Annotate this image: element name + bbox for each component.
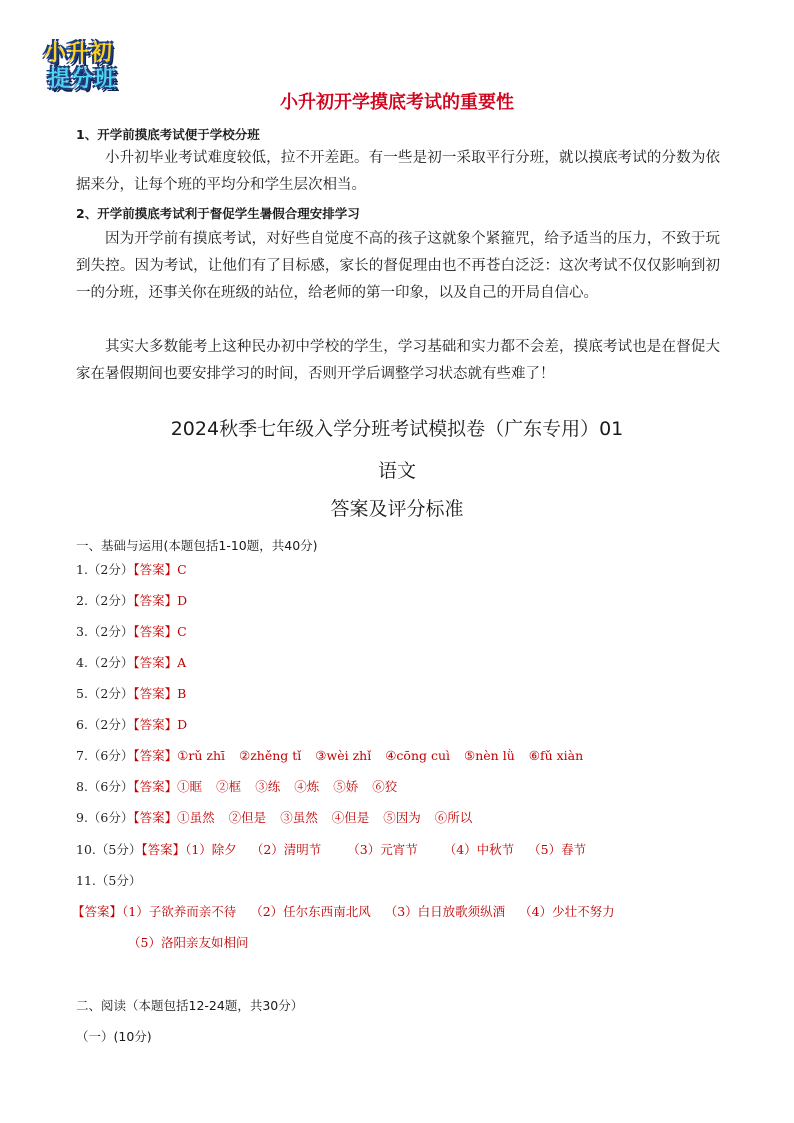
answer-part: （2）清明节 (250, 842, 322, 857)
question-number: 7.（6分） (76, 748, 134, 763)
answer-part: ④cōng cuì (385, 748, 451, 763)
answer-tag: 【答案】 (133, 779, 178, 794)
section-body-2 (76, 226, 720, 307)
answer-part: ⑤nèn lǜ (464, 748, 515, 763)
logo-text-bottom: 提分班 (48, 67, 118, 92)
question-number: 6.（2分） (76, 717, 134, 732)
exam-title: 2024秋季七年级入学分班考试模拟卷（广东专用）01 (170, 418, 624, 440)
page-title: 小升初开学摸底考试的重要性 (280, 92, 514, 113)
answer-row-4 (76, 653, 186, 671)
answer-part: ③虽然 (280, 810, 318, 825)
answer-tag: 【答案】 (133, 748, 178, 763)
answer-part: ③wèi zhǐ (315, 748, 372, 763)
answer-tag: 【答案】 (133, 593, 178, 608)
answer-part: （1）子欲养而亲不待 (122, 904, 237, 919)
answer-part: ②框 (216, 779, 242, 794)
answer-tag: 【答案】 (133, 655, 178, 670)
question-number: 2.（2分） (76, 593, 134, 608)
exam-subject: 语文 (377, 460, 416, 482)
answer-part: （1）除夕 (185, 842, 237, 857)
question-number: 11.（5分） (76, 873, 142, 888)
answer-tag: 【答案】 (133, 562, 178, 577)
answer-value: D (177, 717, 188, 732)
question-number: 1.（2分） (76, 562, 134, 577)
question-number: 10.（5分） (76, 842, 142, 857)
answer-row-11-line2 (128, 933, 248, 951)
answer-part: ②但是 (228, 810, 267, 825)
paragraph: 其实大多数能考上这种民办初中学校的学生，学习基础和实力都不会差，摸底考试也是在督促大家在暑假期间也要安排学习的时间，否则开学后调整学习状态就有些难了！ (76, 339, 720, 382)
answer-row-7 (76, 746, 583, 764)
answer-part: ⑥所以 (434, 810, 473, 825)
answer-row-6 (76, 715, 187, 733)
answer-part: （4）中秋节 (443, 842, 515, 857)
answer-tag: 【答案】 (133, 810, 178, 825)
answer-part: （2）任尔东西南北风 (250, 904, 371, 919)
part1-heading: 一、基础与运用(本题包括1-10题，共40分) (76, 538, 318, 553)
answer-tag: 【答案】 (72, 904, 123, 919)
answer-part: ⑥fǔ xiàn (528, 748, 584, 763)
answer-part: ①眶 (177, 779, 203, 794)
answer-value: A (177, 655, 187, 670)
answer-row-5 (76, 684, 186, 702)
section-heading-1: 1、开学前摸底考试便于学校分班 (76, 127, 260, 142)
answer-part: ④炼 (294, 779, 320, 794)
answer-row-1 (76, 560, 187, 578)
answer-part: ①虽然 (177, 810, 215, 825)
section-body-3 (76, 334, 720, 388)
part2-heading: 二、阅读（本题包括12-24题，共30分） (76, 998, 304, 1013)
question-number: 5.（2分） (76, 686, 134, 701)
logo-text-top: 小升初 (44, 41, 114, 66)
answer-tag: 【答案】 (133, 686, 178, 701)
answer-part: ⑤娇 (333, 779, 359, 794)
part2-subheading: （一）(10分) (76, 1029, 152, 1044)
answer-part: （5）春节 (528, 842, 587, 857)
answer-part: （5）洛阳亲友如相问 (128, 935, 249, 950)
answer-row-11-line1 (72, 902, 615, 920)
question-number: 3.（2分） (76, 624, 134, 639)
paragraph: 小升初毕业考试难度较低，拉不开差距。有一些是初一采取平行分班，就以摸底考试的分数为依据来分，让每个班的平均分和学生层次相当。 (76, 150, 720, 193)
answer-part: （3）元宵节 (347, 842, 418, 857)
answer-part: （4）少壮不努力 (519, 904, 615, 919)
answer-value: D (177, 593, 188, 608)
exam-subtitle: 答案及评分标准 (330, 498, 464, 520)
answer-value: C (177, 562, 187, 577)
answer-row-2 (76, 591, 187, 609)
answer-part: （3）白日放歌须纵酒 (384, 904, 506, 919)
answer-row-11 (76, 871, 141, 889)
answer-value: B (177, 686, 187, 701)
paragraph: 因为开学前有摸底考试，对好些自觉度不高的孩子这就象个紧箍咒，给予适当的压力，不致于玩到失控。因为考试，让他们有了目标感，家长的督促理由也不再苍白泛泛：这次考试不仅仅影响到初一的分班，还事关你在班级的站位，给老师的第一印象，以及自己的开局自信心。 (76, 231, 720, 301)
answer-row-9 (76, 808, 472, 826)
answer-row-10 (76, 840, 586, 858)
answer-tag: 【答案】 (133, 717, 178, 732)
question-number: 4.（2分） (76, 655, 134, 670)
section-heading-2: 2、开学前摸底考试利于督促学生暑假合理安排学习 (76, 206, 360, 221)
answer-part: ⑤因为 (383, 810, 421, 825)
answer-part: ⑥狡 (372, 779, 398, 794)
answer-part: ③练 (255, 779, 281, 794)
answer-part: ②zhěng tǐ (239, 748, 302, 763)
logo (40, 36, 142, 92)
answer-row-8 (76, 777, 397, 795)
answer-row-3 (76, 622, 187, 640)
answer-part: ④但是 (331, 810, 370, 825)
question-number: 8.（6分） (76, 779, 134, 794)
answer-tag: 【答案】 (141, 842, 186, 857)
answer-tag: 【答案】 (133, 624, 178, 639)
question-number: 9.（6分） (76, 810, 134, 825)
answer-value: C (177, 624, 187, 639)
answer-part: ①rǔ zhī (177, 748, 225, 763)
section-body-1 (76, 145, 720, 199)
